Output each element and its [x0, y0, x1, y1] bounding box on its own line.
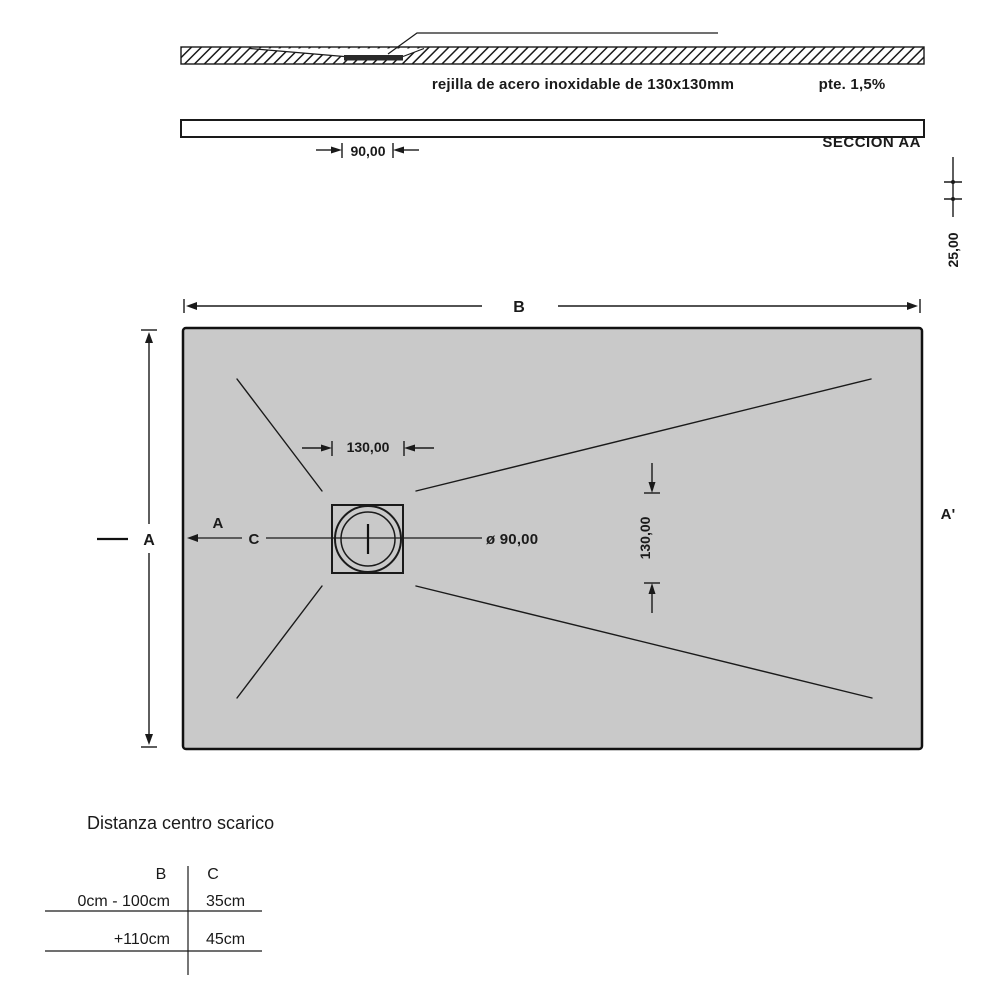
drain-grate-section [344, 55, 403, 61]
table-row [45, 893, 262, 911]
label-a-inside: A [212, 515, 224, 532]
table-header-c: C [207, 866, 219, 883]
dim-90-text: 90,00 [350, 143, 386, 159]
dim-130v-text: 130,00 [637, 516, 653, 560]
dim-25-text: 25,00 [945, 232, 961, 268]
table-row1-c: 35cm [206, 893, 246, 910]
dim-90-arrow-right [393, 147, 404, 154]
table-row1-b: 0cm - 100cm [77, 893, 170, 910]
dim-90-arrow-left [331, 147, 342, 154]
dim-25-dot-top [951, 180, 955, 184]
section-view [181, 33, 962, 268]
table-row2-b: +110cm [113, 931, 170, 948]
dim-25-dot-bottom [951, 197, 955, 201]
drain-distance-table [45, 813, 274, 975]
dim-b-label: B [513, 299, 525, 316]
dim-b [184, 299, 920, 316]
plan-view [97, 299, 955, 749]
table-row [45, 931, 262, 951]
slope-note: pte. 1,5% [818, 76, 886, 93]
dim-a [97, 330, 157, 747]
dim-25 [944, 157, 962, 268]
dim-130h-text: 130,00 [346, 439, 390, 455]
label-c: C [248, 531, 260, 548]
tray-base-profile [181, 120, 924, 137]
grate-note: rejilla de acero inoxidable de 130x130mm [431, 76, 735, 93]
dim-a-arrow-bottom [145, 734, 153, 745]
dim-a-label: A [143, 532, 155, 549]
table-title: Distanza centro scarico [87, 813, 275, 833]
table-row2-c: 45cm [206, 931, 246, 948]
dim-a-arrow-top [145, 332, 153, 343]
dim-b-arrow-right [907, 302, 918, 310]
drain-diameter-label: ø 90,00 [486, 531, 539, 548]
section-label: SECCION AA [822, 134, 921, 151]
dim-90 [316, 143, 419, 159]
table-header-b: B [155, 866, 167, 883]
dim-b-arrow-left [186, 302, 197, 310]
label-a-prime: A' [940, 506, 956, 523]
